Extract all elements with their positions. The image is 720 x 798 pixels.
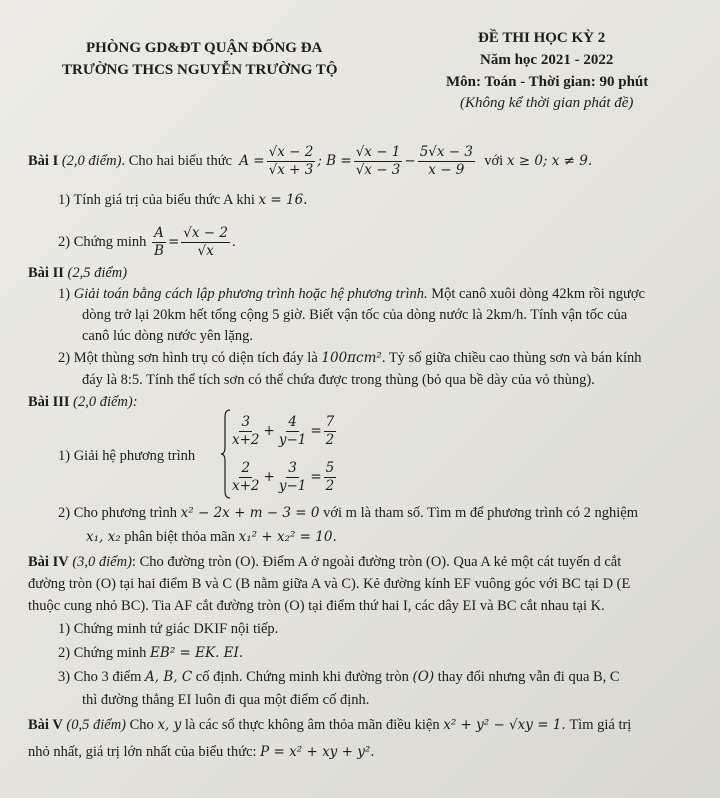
q2-lhs-fraction <box>152 226 166 257</box>
bai4-q3-points: A, B, C <box>145 669 193 685</box>
expr-a-numerator: √x − 2 <box>268 144 314 161</box>
bai2-q2-line1 <box>58 350 642 367</box>
bai5-text-4: nhỏ nhất, giá trị lớn nhất của biểu thức: <box>28 744 257 760</box>
bai2-q1-line2: dòng trở lại 20km hết tổng cộng 5 giờ. Biết vận tốc của dòng nước là 2km/h. Tính vận tốc của <box>82 307 628 323</box>
condition-word: với <box>484 152 504 169</box>
expr-b-minus: − <box>404 153 416 169</box>
eq1-f2-num: 4 <box>288 414 297 431</box>
bai2-heading <box>28 265 127 282</box>
eq1-fraction-1 <box>230 415 262 446</box>
bai4-line1 <box>28 554 621 571</box>
bai3-q2-line2 <box>86 529 337 546</box>
bai3-q2-line1 <box>58 505 638 522</box>
bai1-statement <box>28 136 592 186</box>
bai3-q2-vars: x₁, x₂ <box>86 529 121 545</box>
bai2-q1-line1 <box>58 286 645 303</box>
bai5-vars: x, y <box>157 717 182 733</box>
school-name: TRƯỜNG THCS NGUYỄN TRƯỜNG TỘ <box>62 62 338 78</box>
eq2-plus: + <box>263 469 275 485</box>
bai1-question-1 <box>58 192 307 209</box>
bai5-condition: x² + y² − √xy = 1. <box>443 717 566 733</box>
bai4-question-3-line1 <box>58 669 620 686</box>
bai4-text-1: : Cho đường tròn (O). Điểm A ở ngoài đường tròn (O). Qua A kẻ một cát tuyến d cắt <box>131 554 622 570</box>
bai1-title: Bài I <box>28 152 59 169</box>
eq1-plus: + <box>263 423 275 439</box>
eq2-rhs-den: 2 <box>325 477 335 494</box>
bai2-q1-text: Một canô xuôi dòng 42km rồi ngược <box>427 286 645 302</box>
eq1-f2-den: y−1 <box>278 431 307 448</box>
eq2-f2-num: 3 <box>288 460 297 477</box>
bai4-q3-text-2: cố định. Chứng minh khi đường tròn <box>195 669 409 685</box>
bai2-q2-line2: đáy là 8:5. Tính thể tích sơn có thể chứa được trong thùng (bỏ qua bề dày của vỏ thùng). <box>82 372 595 388</box>
expr-a-label: A = <box>239 153 265 169</box>
system-equation-2 <box>228 456 338 498</box>
bai5-title: Bài V <box>28 717 63 733</box>
eq1-f1-num: 3 <box>241 414 251 431</box>
expr-b1-numerator: √x − 1 <box>355 144 401 161</box>
bai4-question-1: 1) Chứng minh tứ giác DKIF nội tiếp. <box>58 621 279 637</box>
q2-lhs-numerator: A <box>154 225 164 242</box>
q2-lhs-denominator: B <box>154 242 164 259</box>
bai3-title: Bài III <box>28 394 70 410</box>
eq2-equals: = <box>310 469 322 485</box>
bai1-q2-text: 2) Chứng minh <box>58 233 147 250</box>
bai1-points: (2,0 điểm) <box>61 152 122 169</box>
bai4-q3-text: 3) Cho 3 điểm <box>58 669 142 685</box>
bai2-q1-italic: Giải toán bằng cách lập phương trình hoặc hệ phương trình. <box>73 286 428 302</box>
q2-rhs-denominator: √x <box>197 242 214 259</box>
bai4-q2-equation: EB² = EK. EI. <box>150 645 244 661</box>
q2-rhs-fraction <box>181 226 230 257</box>
eq1-rhs-num: 7 <box>325 414 335 431</box>
bai3-q1-text: 1) Giải hệ phương trình <box>58 448 196 464</box>
bai5-text-3: Tìm giá trị <box>569 717 632 733</box>
bai4-q2-text: 2) Chứng minh <box>58 645 147 661</box>
eq2-f2-den: y−1 <box>278 477 307 494</box>
eq2-f1-num: 2 <box>241 460 251 477</box>
eq2-rhs <box>324 461 337 492</box>
bai5-points: (0,5 điểm) <box>66 717 127 733</box>
exam-time-note: (Không kể thời gian phát đề) <box>460 95 634 111</box>
department-name: PHÒNG GD&ĐT QUẬN ĐỐNG ĐA <box>86 40 323 56</box>
bai2-q1-line3: canô lúc dòng nước yên lặng. <box>82 328 253 344</box>
bai4-question-2 <box>58 645 243 662</box>
bai2-q1-number: 1) <box>58 286 74 302</box>
bai2-q2-text: 2) Một thùng sơn hình trụ có diện tích đáy là <box>58 350 318 366</box>
bai4-q3-text-3: thay đổi nhưng vẫn đi qua B, C <box>437 669 620 685</box>
expr-b-fraction-1 <box>354 145 403 176</box>
bai5-text-1: Cho <box>129 717 154 733</box>
exam-title: ĐỀ THI HỌC KỲ 2 <box>478 30 606 46</box>
bai2-q2-area: 100πcm² <box>321 350 382 366</box>
bai1-intro: . Cho hai biểu thức <box>121 152 232 169</box>
bai5-line2 <box>28 744 375 761</box>
bai4-line2: đường tròn (O) tại hai điểm B và C (B nằm giữa A và C). Kẻ đường kính EF vuông góc với BC tại D (E <box>28 576 631 592</box>
bai3-q2-text-3: phân biệt thỏa mãn <box>124 529 235 545</box>
bai1-q1-text: 1) Tính giá trị của biểu thức A khi <box>58 192 255 208</box>
eq2-f1-den: x+2 <box>232 477 260 494</box>
bai5-text-2: là các số thực không âm thỏa mãn điều kiện <box>184 717 440 733</box>
expr-a-denominator: √x + 3 <box>268 161 314 178</box>
system-equation-1 <box>228 410 338 452</box>
bai2-q2-text-2: . Tỷ số giữa chiều cao thùng sơn và bán kính <box>381 350 642 366</box>
expr-b-fraction-2 <box>418 145 475 176</box>
expr-a-fraction <box>267 145 316 176</box>
bai3-heading <box>28 394 138 411</box>
expr-b1-denominator: √x − 3 <box>355 161 401 178</box>
eq2-fraction-1 <box>230 461 262 492</box>
bai1-question-2 <box>58 218 236 266</box>
school-year: Năm học 2021 - 2022 <box>480 52 614 68</box>
eq1-fraction-2 <box>277 415 309 446</box>
q2-rhs-numerator: √x − 2 <box>183 225 228 242</box>
bai2-points: (2,5 điểm) <box>67 265 128 281</box>
bai5-line1 <box>28 717 631 734</box>
eq2-fraction-2 <box>277 461 309 492</box>
bai3-q2-text: 2) Cho phương trình <box>58 505 178 521</box>
bai4-title: Bài IV <box>28 554 69 570</box>
bai4-line3: thuộc cung nhỏ BC). Tia AF cắt đường tròn (O) tại điểm thứ hai I, các dây EI và BC cắt nhau tại K. <box>28 598 605 614</box>
eq1-rhs <box>324 415 337 446</box>
bai1-q1-value: x = 16. <box>258 192 308 208</box>
condition: x ≥ 0; x ≠ 9. <box>506 153 593 169</box>
bai4-q3-circle: (O) <box>412 669 435 685</box>
eq1-rhs-den: 2 <box>325 431 335 448</box>
exam-subject: Môn: Toán - Thời gian: 90 phút <box>446 74 649 90</box>
q2-period: . <box>231 233 236 250</box>
bai3-q2-equation: x² − 2x + m − 3 = 0 <box>180 505 320 521</box>
bai3-points: (2,0 điểm): <box>73 394 138 410</box>
bai3-q2-text-2: với m là tham số. Tìm m để phương trình có 2 nghiệm <box>323 505 639 521</box>
expr-b-label: ; B = <box>317 153 352 169</box>
q2-equals: = <box>167 234 180 250</box>
expr-b2-denominator: x − 9 <box>428 161 465 178</box>
bai2-title: Bài II <box>28 265 64 281</box>
bai4-question-3-line2: thì đường thẳng EI luôn đi qua một điểm cố định. <box>82 692 370 708</box>
bai4-points: (3,0 điểm) <box>72 554 132 570</box>
eq1-equals: = <box>310 423 322 439</box>
bai3-q2-condition: x₁² + x₂² = 10. <box>238 529 337 545</box>
expr-b2-numerator: 5√x − 3 <box>419 144 473 161</box>
eq1-f1-den: x+2 <box>232 431 260 448</box>
eq2-rhs-num: 5 <box>325 460 335 477</box>
bai5-expression: P = x² + xy + y². <box>260 744 375 760</box>
